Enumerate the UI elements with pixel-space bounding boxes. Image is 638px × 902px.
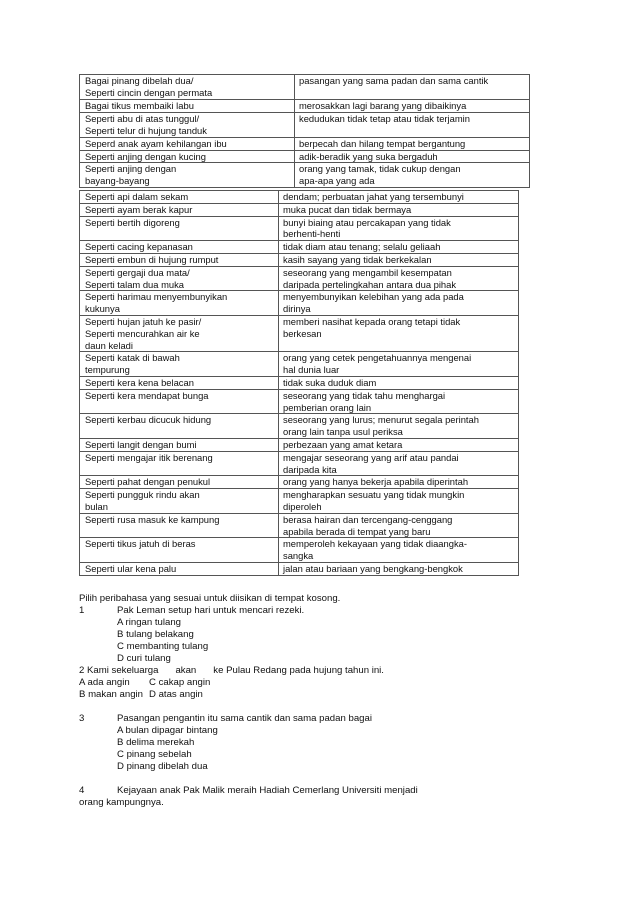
meaning-cell: perbezaan yang amat ketara (279, 438, 519, 451)
table-row (80, 291, 519, 316)
peribahasa-table-2 (79, 190, 519, 576)
peribahasa-cell: Bagai tikus membaiki labu (80, 100, 295, 113)
question-number: 1 (79, 605, 85, 616)
table-row (80, 266, 519, 291)
peribahasa-cell: Bagai pinang dibelah dua/ Seperti cincin dengan permata (80, 75, 295, 100)
peribahasa-cell: Seperti anjing dengan bayang-bayang (80, 163, 295, 188)
spacer (79, 773, 599, 785)
meaning-cell: dendam; perbuatan jahat yang tersembunyi (279, 191, 519, 204)
meaning-cell: bunyi biaing atau percakapan yang tidak berhenti-henti (279, 216, 519, 241)
meaning-cell: seseorang yang mengambil kesempatan daripada pertelingkahan antara dua pihak (279, 266, 519, 291)
peribahasa-cell: Seperti tikus jatuh di beras (80, 538, 279, 563)
option-d: D atas angin (149, 689, 203, 700)
option-c: C pinang sebelah (117, 749, 192, 760)
peribahasa-cell: Seperd anak ayam kehilangan ibu (80, 137, 295, 150)
option-a: A bulan dipagar bintang (117, 725, 218, 736)
exercise-instruction: Pilih peribahasa yang sesuai untuk diisikan di tempat kosong. (79, 593, 341, 604)
table-row (80, 562, 519, 575)
option-d: D curi tulang (117, 653, 171, 664)
table-row (80, 513, 519, 538)
question-text-mid: akan (175, 665, 197, 676)
table-row (80, 112, 530, 137)
question-text-continued: orang kampungnya. (79, 797, 164, 808)
peribahasa-cell: Seperti bertih digoreng (80, 216, 279, 241)
meaning-cell: muka pucat dan tidak bermaya (279, 203, 519, 216)
meaning-cell: mengajar seseorang yang arif atau pandai daripada kita (279, 451, 519, 476)
question-text: Pasangan pengantin itu sama cantik dan sama padan bagai (117, 713, 372, 724)
peribahasa-cell: Seperti abu di atas tunggul/ Seperti telur di hujung tanduk (80, 112, 295, 137)
table-row (80, 191, 519, 204)
question-number: 4 (79, 785, 85, 796)
peribahasa-cell: Seperti rusa masuk ke kampung (80, 513, 279, 538)
option-c: C membanting tulang (117, 641, 209, 652)
option-d: D pinang dibelah dua (117, 761, 208, 772)
option-a: A ringan tulang (117, 617, 182, 628)
table-row (80, 451, 519, 476)
table-row (80, 476, 519, 489)
question-2 (79, 665, 599, 677)
meaning-cell: menyembunyikan kelebihan yang ada pada dirinya (279, 291, 519, 316)
table-row (80, 414, 519, 439)
question-text-tail: ke Pulau Redang pada hujung tahun ini. (213, 665, 384, 676)
table-row (80, 253, 519, 266)
question-1 (79, 605, 599, 617)
option-b: B makan angin (79, 689, 143, 700)
table-row (80, 376, 519, 389)
table-row (80, 315, 519, 351)
peribahasa-cell: Seperti hujan jatuh ke pasir/ Seperti mencurahkan air ke daun keladi (80, 315, 279, 351)
question-2-options-row-1 (79, 677, 599, 689)
meaning-cell: memberi nasihat kepada orang tetapi tidak berkesan (279, 315, 519, 351)
option-b: B delima merekah (117, 737, 195, 748)
table-row (80, 352, 519, 377)
meaning-cell: tidak diam atau tenang; selalu geliaah (279, 241, 519, 254)
question-4 (79, 785, 599, 797)
meaning-cell: jalan atau bariaan yang bengkang-bengkok (279, 562, 519, 575)
peribahasa-cell: Seperti harimau menyembunyikan kukunya (80, 291, 279, 316)
meaning-cell: orang yang tamak, tidak cukup dengan apa-apa yang ada (295, 163, 530, 188)
meaning-cell: seseorang yang lurus; menurut segala perintah orang lain tanpa usul periksa (279, 414, 519, 439)
table-row (80, 438, 519, 451)
meaning-cell: kedudukan tidak tetap atau tidak terjamin (295, 112, 530, 137)
peribahasa-cell: Seperti katak di bawah tempurung (80, 352, 279, 377)
meaning-cell: memperoleh kekayaan yang tidak diaangka- sangka (279, 538, 519, 563)
meaning-cell: berasa hairan dan tercengang-cenggang apabila berada di tempat yang baru (279, 513, 519, 538)
peribahasa-cell: Seperti gergaji dua mata/ Seperti talam dua muka (80, 266, 279, 291)
peribahasa-cell: Seperti api dalam sekam (80, 191, 279, 204)
table-row (80, 216, 519, 241)
peribahasa-cell: Seperti ayam berak kapur (80, 203, 279, 216)
table-row (80, 538, 519, 563)
exercise-section (79, 593, 599, 809)
peribahasa-cell: Seperti pungguk rindu akan bulan (80, 489, 279, 514)
peribahasa-cell: Seperti kera mendapat bunga (80, 389, 279, 414)
option-b: B tulang belakang (117, 629, 194, 640)
table-row (80, 489, 519, 514)
question-3 (79, 713, 599, 725)
table-row (80, 137, 530, 150)
meaning-cell: pasangan yang sama padan dan sama cantik (295, 75, 530, 100)
meaning-cell: orang yang hanya bekerja apabila diperintah (279, 476, 519, 489)
meaning-cell: tidak suka duduk diam (279, 376, 519, 389)
peribahasa-cell: Seperti kera kena belacan (80, 376, 279, 389)
peribahasa-cell: Seperti ular kena palu (80, 562, 279, 575)
question-2-options-row-2 (79, 689, 599, 701)
table-row (80, 150, 530, 163)
table-row (80, 100, 530, 113)
peribahasa-cell: Seperti mengajar itik berenang (80, 451, 279, 476)
meaning-cell: adik-beradik yang suka bergaduh (295, 150, 530, 163)
spacer (79, 701, 599, 713)
peribahasa-cell: Seperti kerbau dicucuk hidung (80, 414, 279, 439)
table-row (80, 389, 519, 414)
meaning-cell: berpecah dan hilang tempat bergantung (295, 137, 530, 150)
question-text-lead: 2 Kami sekeluarga (79, 665, 159, 676)
peribahasa-cell: Seperti anjing dengan kucing (80, 150, 295, 163)
meaning-cell: seseorang yang tidak tahu menghargai pemberian orang lain (279, 389, 519, 414)
peribahasa-cell: Seperti cacing kepanasan (80, 241, 279, 254)
meaning-cell: merosakkan lagi barang yang dibaikinya (295, 100, 530, 113)
option-c: C cakap angin (149, 677, 211, 688)
meaning-cell: kasih sayang yang tidak berkekalan (279, 253, 519, 266)
peribahasa-cell: Seperti langit dengan bumi (80, 438, 279, 451)
peribahasa-cell: Seperti embun di hujung rumput (80, 253, 279, 266)
table-row (80, 203, 519, 216)
question-text: Pak Leman setup hari untuk mencari rezeki. (117, 605, 305, 616)
option-a: A ada angin (79, 677, 130, 688)
table-row (80, 75, 530, 100)
peribahasa-table-1 (79, 74, 530, 188)
peribahasa-cell: Seperti pahat dengan penukul (80, 476, 279, 489)
table-row (80, 241, 519, 254)
question-number: 3 (79, 713, 85, 724)
meaning-cell: orang yang cetek pengetahuannya mengenai hal dunia luar (279, 352, 519, 377)
table-row (80, 163, 530, 188)
question-text: Kejayaan anak Pak Malik meraih Hadiah Cemerlang Universiti menjadi (117, 785, 418, 796)
meaning-cell: mengharapkan sesuatu yang tidak mungkin diperoleh (279, 489, 519, 514)
